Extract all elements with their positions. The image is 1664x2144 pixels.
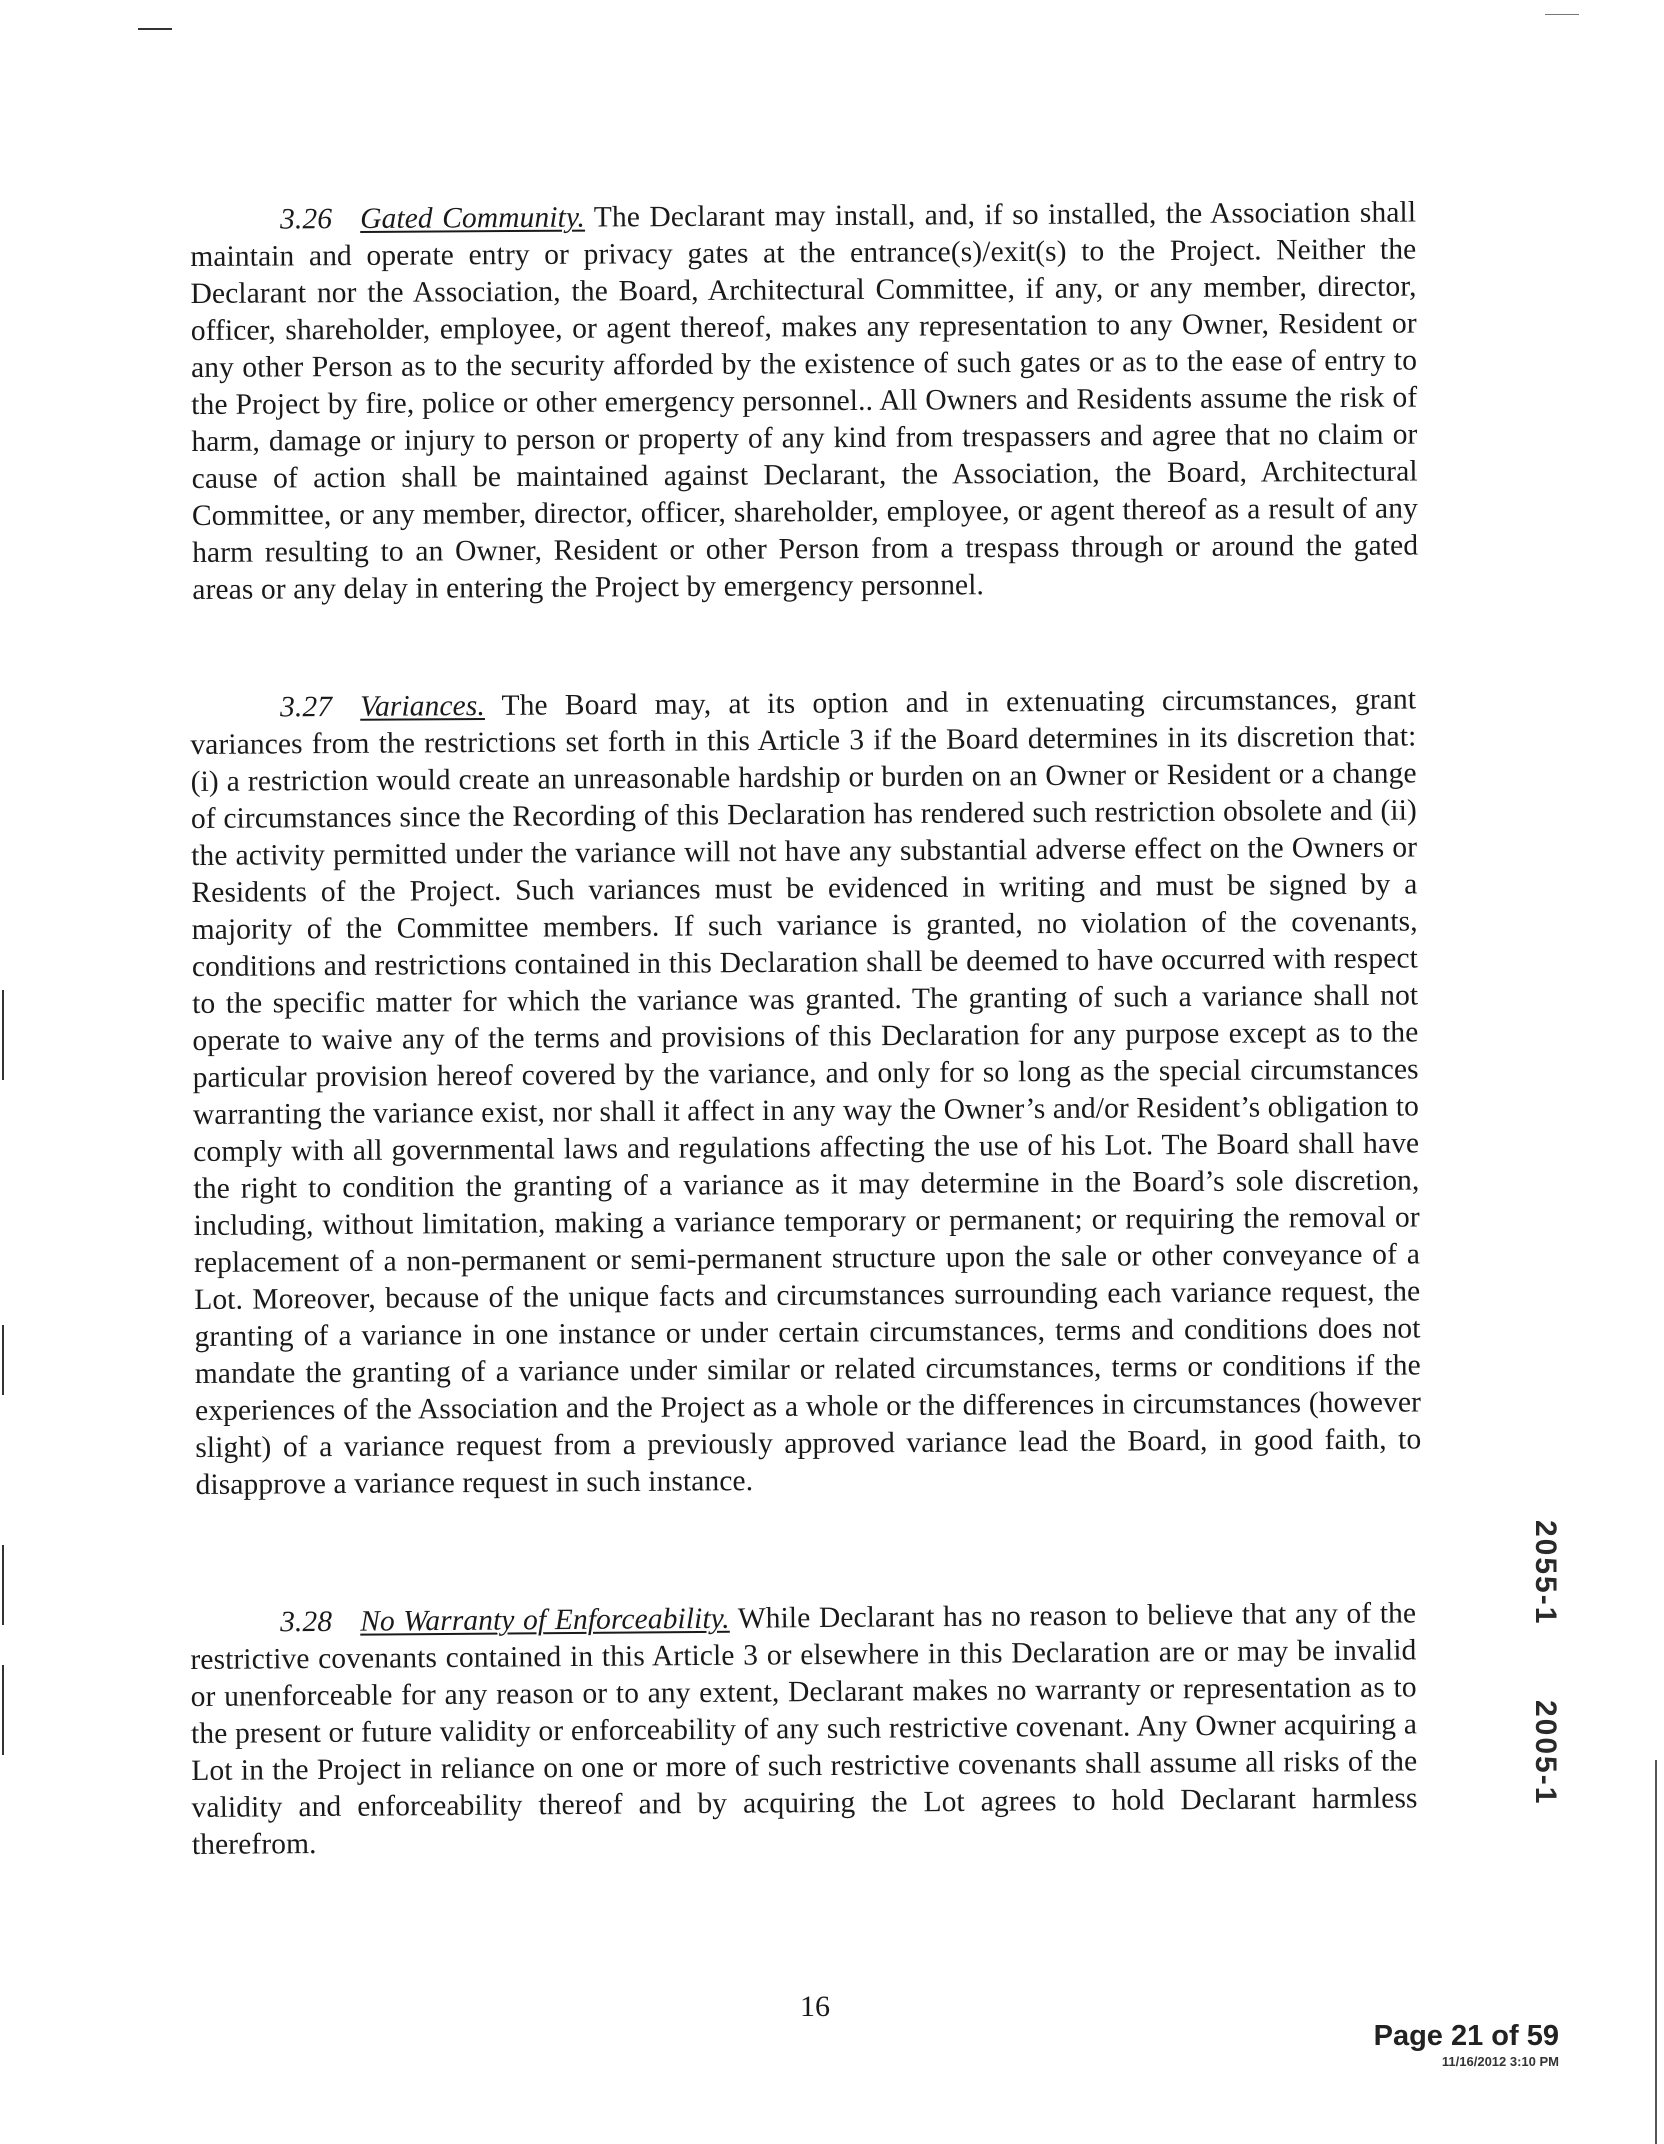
page-count-label: Page 21 of 59: [1373, 2020, 1559, 2052]
timestamp: 11/16/2012 3:10 PM: [1441, 2054, 1559, 2069]
scan-mark: [2, 1665, 4, 1755]
recording-stamp: 2055-1: [1529, 1520, 1562, 1626]
section-number: 3.27: [280, 691, 333, 724]
page-number: 16: [800, 1990, 830, 2023]
section-3-27: [190, 681, 1422, 1504]
scan-mark: [1545, 14, 1579, 15]
scan-mark: [2, 990, 4, 1080]
section-title: Gated Community.: [360, 201, 586, 235]
section-number: 3.26: [280, 203, 333, 236]
section-3-28: [190, 1595, 1418, 1864]
section-body: The Board may, at its option and in extenuating circumstances, grant variances from the restrictions set forth in this Article 3 if the Board determines in its discretion that: (i) a restriction would create an unreasonable hardship or burden on an Owner or Resident or a change of circumstances since the Recording of this Declaration has rendered such restriction obsolete and (ii) the activity permitted under the variance will not have any substantial adverse effect on the Owners or Residents of the Project. Such variances must be evidenced in writing and must be signed by a majority of the Committee members. If such variance is granted, no violation of the covenants, conditions and restrictions contained in this Declaration shall be deemed to have occurred with respect to the specific matter for which the variance was granted. The granting of such a variance shall not operate to waive any of the terms and provisions of this Declaration for any purpose except as to the particular provision hereof covered by the variance, and only for so long as the special circumstances warranting the variance exist, nor shall it affect in any way the Owner’s and/or Resident’s obligation to comply with all governmental laws and regulations affecting the use of his Lot. The Board shall have the right to condition the granting of a variance as it may determine in the Board’s sole discretion, including, without limitation, making a variance temporary or permanent; or requiring the removal or replacement of a non-permanent or semi-permanent structure upon the sale or other conveyance of a Lot. Moreover, because of the unique facts and circumstances surrounding each variance request, the granting of a variance in one instance or under certain circumstances, terms and conditions does not mandate the granting of a variance under similar or related circumstances, terms or conditions if the experiences of the Association and the Project as a whole or the differences in circumstances (however slight) of a variance request from a previously approved variance lead the Board, in good faith, to disapprove a variance request in such instance.: [190, 683, 1422, 1501]
section-3-26: [190, 195, 1418, 609]
scan-mark: [2, 1325, 4, 1395]
section-number: 3.28: [280, 1605, 333, 1639]
section-body: While Declarant has no reason to believe that any of the restrictive covenants contained in this Article 3 or elsewhere in this Declaration are or may be invalid or unenforceable for any reason or to any extent, Declarant makes no warranty or representation as to the present or future validity or enforceability of any such restrictive covenant. Any Owner acquiring a Lot in the Project in reliance on one or more of such restrictive covenants shall assume all risks of the validity and enforceability thereof and by acquiring the Lot agrees to hold Declarant harmless therefrom.: [190, 1597, 1418, 1861]
section-title: Variances.: [360, 689, 485, 723]
section-title: No Warranty of Enforceability.: [360, 1602, 730, 1638]
scan-mark: [138, 28, 172, 30]
scan-mark: [2, 1545, 4, 1625]
recording-stamp: 2005-1: [1529, 1700, 1562, 1806]
scan-mark: [1655, 1760, 1657, 2144]
section-body: The Declarant may install, and, if so installed, the Association shall maintain and operate entry or privacy gates at the entrance(s)/exit(s) to the Project. Neither the Declarant nor the Association, the Board, Architectural Committee, if any, or any member, director, officer, shareholder, employee, or agent thereof, makes any representation to any Owner, Resident or any other Person as to the security afforded by the existence of such gates or as to the ease of entry to the Project by fire, police or other emergency personnel.. All Owners and Residents assume the risk of harm, damage or injury to person or property of any kind from trespassers and agree that no claim or cause of action shall be maintained against Declarant, the Association, the Board, Architectural Committee, or any member, director, officer, shareholder, employee, or agent thereof as a result of any harm resulting to an Owner, Resident or other Person from a trespass through or around the gated areas or any delay in entering the Project by emergency personnel.: [190, 196, 1419, 606]
